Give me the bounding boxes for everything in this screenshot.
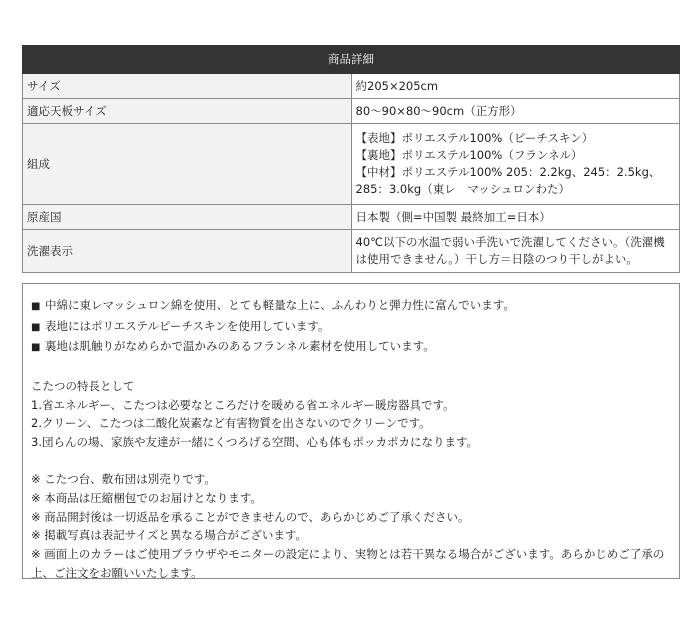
- disclaimer-item: ※ 商品開封後は一切返品を承ることができませんので、あらかじめご了承ください。: [31, 509, 470, 524]
- feature-item: 1.省エネルギー、こたつは必要なところだけを暖める省エネルギー暖房器具です。: [31, 397, 455, 412]
- bullet-text: 表地にはポリエステルピーチスキンを使用しています。: [45, 318, 330, 333]
- origin-label: 原産国: [23, 205, 352, 230]
- square-bullet-icon: ■: [31, 321, 41, 333]
- square-bullet-icon: ■: [31, 342, 41, 354]
- table-row-washing: [23, 230, 680, 273]
- origin-value: 日本製（側=中国製 最終加工=日本）: [351, 205, 680, 230]
- tabletop-size-value: 80～90×80～90cm（正方形）: [351, 99, 680, 124]
- disclaimer-item: ※ こたつ台、敷布団は別売りです。: [31, 472, 216, 487]
- composition-face-fabric: 【表地】ポリエステル100%（ピーチスキン）: [355, 131, 594, 145]
- table-row-origin: [23, 205, 680, 230]
- composition-label: 組成: [23, 124, 352, 205]
- table-header: 商品詳細: [23, 46, 680, 74]
- disclaimer-item: ※ 掲載写真は表記サイズと異なる場合がございます。: [31, 528, 307, 543]
- features-title: こたつの特長として: [31, 378, 135, 393]
- composition-back-fabric: 【裏地】ポリエステル100%（フランネル）: [355, 148, 583, 162]
- disclaimer-item: ※ 画面上のカラーはご使用ブラウザやモニターの設定により、実物とは若干異なる場合がございます。あらかじめご了承の上、ご注文をお願いいたします。: [31, 547, 665, 580]
- table-row-size: [23, 74, 680, 99]
- feature-item: 2.クリーン、こたつは二酸化炭素など有害物質を出さないのでクリーンです。: [31, 416, 431, 431]
- composition-filling: 【中材】ポリエステル100% 205：2.2kg、245：2.5kg、285：3.0kg（東レ マッシュロンわた）: [355, 165, 661, 196]
- table-row-composition: [23, 124, 680, 205]
- square-bullet-icon: ■: [31, 301, 41, 312]
- bullet-text: 中綿に東レマッシュロン綿を使用、とても軽量な上に、ふんわりと弾力性に富んでいます。: [45, 298, 515, 312]
- size-value: 約205×205cm: [351, 74, 680, 99]
- tabletop-size-label: 適応天板サイズ: [23, 99, 352, 124]
- washing-label: 洗濯表示: [23, 230, 352, 273]
- list-item: [31, 337, 673, 358]
- list-item: [31, 296, 673, 317]
- bullet-text: 裏地は肌触りがなめらかで温かみのあるフランネル素材を使用しています。: [45, 339, 435, 354]
- composition-value: [351, 124, 680, 205]
- product-detail-table: [22, 45, 680, 273]
- list-item: [31, 317, 673, 338]
- product-notes: [22, 283, 680, 579]
- feature-item: 3.団らんの場、家族や友達が一緒にくつろげる空間、心も体もポッカポカになります。: [31, 434, 479, 449]
- table-row-tabletop: [23, 99, 680, 124]
- washing-value: 40℃以下の水温で弱い手洗いで洗濯してください。（洗濯機は使用できません。）干し方＝日陰のつり干しがよい。: [351, 230, 680, 273]
- disclaimer-item: ※ 本商品は圧縮梱包でのお届けとなります。: [31, 491, 262, 505]
- size-label: サイズ: [23, 74, 352, 99]
